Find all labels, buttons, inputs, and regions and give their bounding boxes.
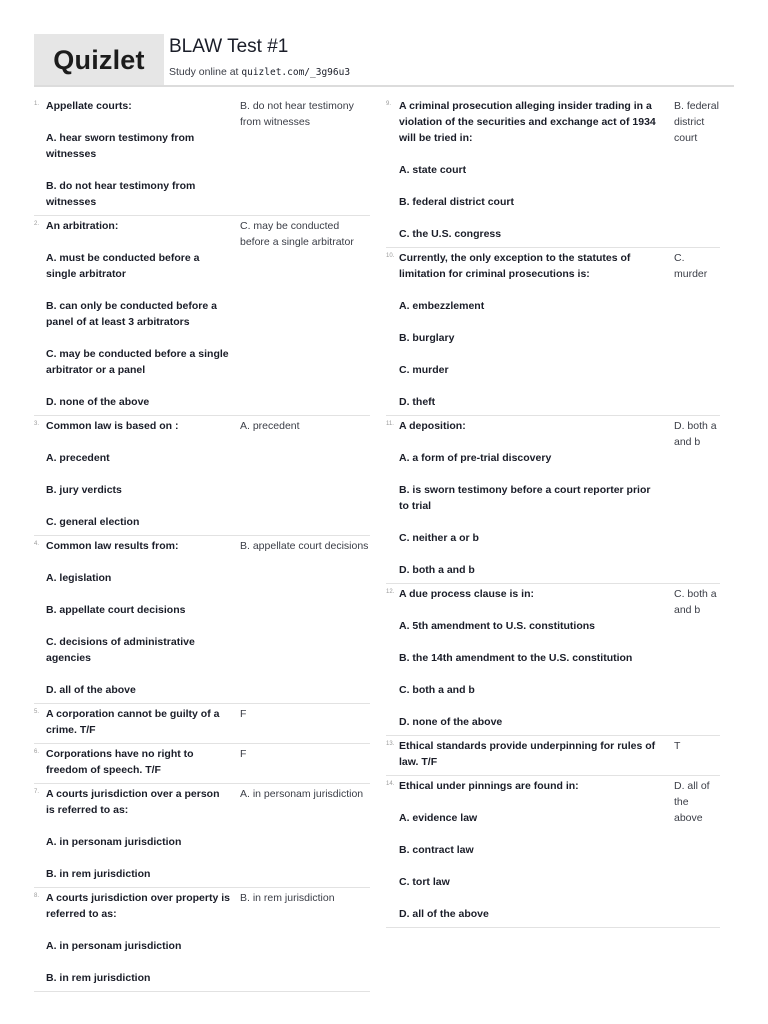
card-number: 4.: [34, 541, 40, 547]
line-gap: [399, 178, 661, 194]
term-line: D. none of the above: [399, 716, 503, 728]
term-line: B. federal district court: [399, 196, 514, 208]
line-gap: [399, 602, 661, 618]
flashcard-row: [34, 704, 370, 744]
quizlet-logo[interactable]: Quizlet: [34, 34, 164, 86]
term-line: A. in personam jurisdiction: [46, 836, 182, 848]
term-line: A courts jurisdiction over property is referred to as:: [46, 892, 230, 920]
term-line: A. embezzlement: [399, 300, 485, 312]
term-line: C. may be conducted before a single arbitrator or a panel: [46, 348, 229, 376]
line-gap: [46, 434, 231, 450]
flashcard-row: [34, 536, 370, 704]
card-term: [46, 538, 231, 698]
line-gap: [46, 850, 231, 866]
line-gap: [46, 498, 231, 514]
line-gap: [46, 618, 231, 634]
line-gap: [46, 554, 231, 570]
card-term: [399, 738, 661, 770]
line-gap: [399, 890, 661, 906]
term-line: C. the U.S. congress: [399, 228, 502, 240]
term-line: A. 5th amendment to U.S. constitutions: [399, 620, 596, 632]
term-line: A criminal prosecution alleging insider trading in a violation of the securities and exchange act of 1934 will be tried in:: [399, 100, 656, 144]
card-definition: C. may be conducted before a single arbitrator: [240, 220, 354, 248]
term-line: B. the 14th amendment to the U.S. constitution: [399, 652, 633, 664]
card-number: 12.: [386, 589, 395, 595]
card-number: 5.: [34, 709, 40, 715]
term-line: B. burglary: [399, 332, 455, 344]
line-gap: [399, 546, 661, 562]
flashcard-row: [386, 248, 720, 416]
term-line: A. must be conducted before a single arbitrator: [46, 252, 200, 280]
line-gap: [399, 210, 661, 226]
card-number: 7.: [34, 789, 40, 795]
card-term: [46, 98, 231, 210]
line-gap: [399, 378, 661, 394]
study-prefix: Study online at: [169, 66, 242, 78]
term-line: Currently, the only exception to the statutes of limitation for criminal prosecutions is:: [399, 252, 631, 280]
card-number: 11.: [386, 421, 394, 427]
card-term: [399, 778, 661, 922]
flashcard-row: [34, 416, 370, 536]
term-line: A deposition:: [399, 420, 466, 432]
study-online-text: [169, 66, 350, 78]
line-gap: [399, 466, 661, 482]
flashcard-row: [386, 736, 720, 776]
term-line: C. both a and b: [399, 684, 475, 696]
line-gap: [399, 698, 661, 714]
card-term: [46, 890, 231, 986]
card-definition: D. all of the above: [674, 780, 710, 824]
flashcard-row: [34, 744, 370, 784]
page-title: BLAW Test #1: [169, 36, 289, 57]
card-number: 14.: [386, 781, 395, 787]
card-definition: C. both a and b: [674, 588, 717, 616]
term-line: C. murder: [399, 364, 449, 376]
card-definition: B. appellate court decisions: [240, 540, 369, 552]
term-line: A. evidence law: [399, 812, 478, 824]
card-definition: A. in personam jurisdiction: [240, 788, 364, 800]
term-line: B. is sworn testimony before a court reporter prior to trial: [399, 484, 651, 512]
term-line: B. in rem jurisdiction: [46, 972, 151, 984]
term-line: A courts jurisdiction over a person is referred to as:: [46, 788, 220, 816]
card-term: [46, 706, 231, 738]
line-gap: [46, 954, 231, 970]
card-definition: B. federal district court: [674, 100, 719, 144]
term-line: D. all of the above: [46, 684, 136, 696]
term-line: D. both a and b: [399, 564, 475, 576]
card-term: [46, 418, 231, 530]
term-line: A. in personam jurisdiction: [46, 940, 182, 952]
line-gap: [399, 634, 661, 650]
card-definition: F: [240, 748, 247, 760]
card-term: [399, 418, 661, 578]
card-term: [399, 586, 661, 730]
line-gap: [399, 514, 661, 530]
card-definition: B. do not hear testimony from witnesses: [240, 100, 354, 128]
header-divider: [34, 85, 734, 87]
line-gap: [46, 330, 231, 346]
term-line: B. do not hear testimony from witnesses: [46, 180, 196, 208]
flashcard-row: [386, 416, 720, 584]
card-definition: A. precedent: [240, 420, 300, 432]
card-term: [399, 250, 661, 410]
term-line: Common law is based on :: [46, 420, 179, 432]
flashcard-row: [34, 784, 370, 888]
term-line: C. tort law: [399, 876, 450, 888]
term-line: Appellate courts:: [46, 100, 132, 112]
term-line: C. decisions of administrative agencies: [46, 636, 195, 664]
term-line: A. precedent: [46, 452, 110, 464]
line-gap: [399, 826, 661, 842]
term-line: C. general election: [46, 516, 140, 528]
term-line: B. jury verdicts: [46, 484, 122, 496]
flashcard-row: [34, 216, 370, 416]
card-number: 10.: [386, 253, 395, 259]
study-url-link[interactable]: quizlet.com/_3g96u3: [241, 67, 351, 78]
card-number: 8.: [34, 893, 40, 899]
term-line: A corporation cannot be guilty of a crime. T/F: [46, 708, 220, 736]
term-line: D. theft: [399, 396, 436, 408]
card-number: 9.: [386, 101, 392, 107]
line-gap: [399, 858, 661, 874]
card-definition: T: [674, 740, 681, 752]
flashcard-row: [386, 584, 720, 736]
card-definition: C. murder: [674, 252, 708, 280]
term-line: A due process clause is in:: [399, 588, 534, 600]
card-definition: B. in rem jurisdiction: [240, 892, 335, 904]
card-term: [399, 98, 661, 242]
term-line: D. none of the above: [46, 396, 150, 408]
term-line: B. can only be conducted before a panel of at least 3 arbitrators: [46, 300, 217, 328]
term-line: B. appellate court decisions: [46, 604, 186, 616]
term-line: An arbitration:: [46, 220, 119, 232]
card-definition: F: [240, 708, 247, 720]
term-line: A. a form of pre-trial discovery: [399, 452, 552, 464]
line-gap: [46, 282, 231, 298]
flashcard-row: [386, 776, 720, 928]
term-line: A. hear sworn testimony from witnesses: [46, 132, 195, 160]
line-gap: [399, 314, 661, 330]
line-gap: [46, 378, 231, 394]
line-gap: [46, 922, 231, 938]
term-line: Ethical under pinnings are found in:: [399, 780, 579, 792]
term-line: A. legislation: [46, 572, 112, 584]
line-gap: [399, 794, 661, 810]
line-gap: [399, 282, 661, 298]
line-gap: [399, 146, 661, 162]
card-number: 13.: [386, 741, 395, 747]
term-line: Common law results from:: [46, 540, 179, 552]
card-number: 1.: [34, 101, 40, 107]
line-gap: [46, 818, 231, 834]
left-column: [34, 96, 370, 992]
term-line: Corporations have no right to freedom of speech. T/F: [46, 748, 194, 776]
line-gap: [46, 466, 231, 482]
line-gap: [399, 346, 661, 362]
term-line: Ethical standards provide underpinning for rules of law. T/F: [399, 740, 656, 768]
card-number: 2.: [34, 221, 40, 227]
term-line: B. in rem jurisdiction: [46, 868, 151, 880]
term-line: D. all of the above: [399, 908, 489, 920]
term-line: C. neither a or b: [399, 532, 479, 544]
right-column: [386, 96, 720, 928]
card-number: 6.: [34, 749, 40, 755]
line-gap: [46, 114, 231, 130]
flashcard-row: [386, 96, 720, 248]
term-line: B. contract law: [399, 844, 474, 856]
card-number: 3.: [34, 421, 40, 427]
card-term: [46, 218, 231, 410]
line-gap: [46, 234, 231, 250]
line-gap: [46, 666, 231, 682]
line-gap: [399, 434, 661, 450]
flashcard-row: [34, 888, 370, 992]
term-line: A. state court: [399, 164, 467, 176]
line-gap: [46, 162, 231, 178]
card-definition: D. both a and b: [674, 420, 717, 448]
header: [34, 34, 734, 86]
card-term: [46, 786, 231, 882]
flashcard-row: [34, 96, 370, 216]
line-gap: [46, 586, 231, 602]
card-term: [46, 746, 231, 778]
line-gap: [399, 666, 661, 682]
